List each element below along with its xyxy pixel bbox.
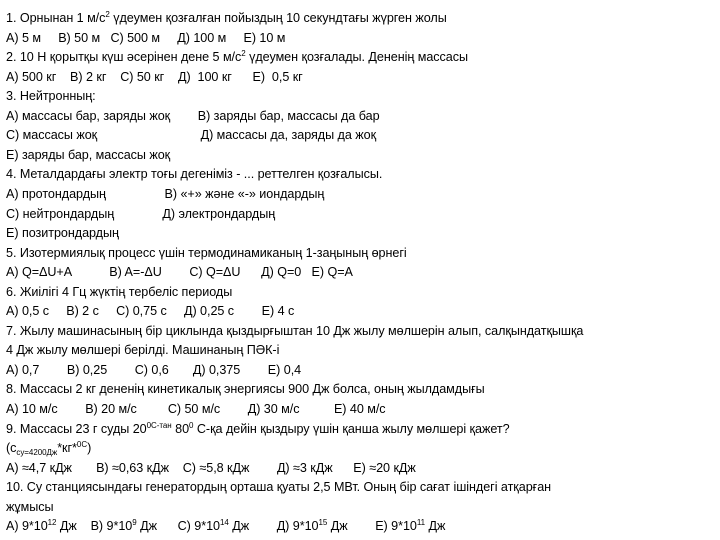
text-line: A) 0,5 с B) 2 с C) 0,75 с Д) 0,25 с E) 4 с bbox=[6, 304, 295, 319]
text-line: A) 10 м/с B) 20 м/с C) 50 м/с Д) 30 м/с E) 40 м/с bbox=[6, 402, 386, 416]
text-line: A) 5 м B) 50 м C) 500 м Д) 100 м E) 10 м bbox=[6, 30, 286, 45]
text-line: 9. Массасы 23 г суды $20^{0С-тан}$ $80^0$ С-қа дейін қыздыру үшін қанша жылу мөлшері қажет? bbox=[6, 420, 510, 436]
text-line: жұмысы bbox=[6, 499, 54, 514]
text-line: 10. Су станциясындағы генератордың орташа қуаты 2,5 МВт. Оның бір сағат ішіндегі атқарған bbox=[6, 480, 552, 495]
text-line: 4 Дж жылу мөлшері берілді. Машинаның ПӘК-і bbox=[6, 343, 280, 358]
text-line: 8. Массасы 2 кг дененің кинетикалық энергиясы 900 Дж болса, оның жылдамдығы bbox=[6, 382, 485, 397]
text-line: A) массасы бар, заряды жоқ B) заряды бар, массасы да бар bbox=[6, 108, 380, 123]
text-line: C) нейтрондардың Д) электрондардың bbox=[6, 206, 276, 221]
text-line: E) заряды бар, массасы жоқ bbox=[6, 147, 171, 162]
text-line: 7. Жылу машинасының бір циклында қыздырғыштан 10 Дж жылу мөлшерін алып, салқындатқышқа bbox=[6, 323, 584, 338]
text-line: A) 500 кг B) 2 кг C) 50 кг Д) 100 кг E) 0,5 кг bbox=[6, 69, 303, 84]
text-line: 4. Металдардағы электр тоғы дегеніміз - ... реттелген қозғалысы. bbox=[6, 167, 383, 182]
text-line: A) Q=ΔU+A B) A=-ΔU C) Q=ΔU Д) Q=0 E) Q=A bbox=[6, 265, 353, 280]
text-line: C) массасы жоқ Д) массасы да, заряды да жоқ bbox=[6, 128, 377, 143]
text-line: A) 0,7 B) 0,25 C) 0,6 Д) 0,375 E) 0,4 bbox=[6, 362, 302, 377]
text-line: $(c_{су=4200Дж}*кг*^{0С})$ bbox=[6, 440, 92, 458]
text-line: A) протондардың B) «+» және «-» иондардың bbox=[6, 186, 325, 201]
text-line: A) ≈4,7 кДж B) ≈0,63 кДж C) ≈5,8 кДж Д) ≈3 кДж E) ≈20 кДж bbox=[6, 460, 416, 475]
text-line: E) позитрондардың bbox=[6, 226, 119, 241]
text-line: 3. Нейтронның: bbox=[6, 89, 96, 104]
text-line: 2. 10 Н қорытқы күш әсерінен дене 5 $м/с^2$ үдеумен қозғалады. Дененің массасы bbox=[6, 49, 468, 65]
text-line: 6. Жиілігі 4 Гц жүктің тербеліс периоды bbox=[6, 284, 233, 299]
text-line: A) $9*10^{12}$ Дж B) $9*10^9$ Дж C) $9*10^{14}$ Дж Д) $9*10^{15}$ Дж E) $9*10^{11}$ Дж bbox=[6, 518, 446, 534]
text-line: 1. Орнынан 1 $м/с^2$ үдеумен қозғалған пойыздың 10 секундтағы жүрген жолы bbox=[6, 10, 447, 25]
text-line: 5. Изотермиялық процесс үшін термодинамиканың 1-заңының өрнегі bbox=[6, 245, 407, 260]
